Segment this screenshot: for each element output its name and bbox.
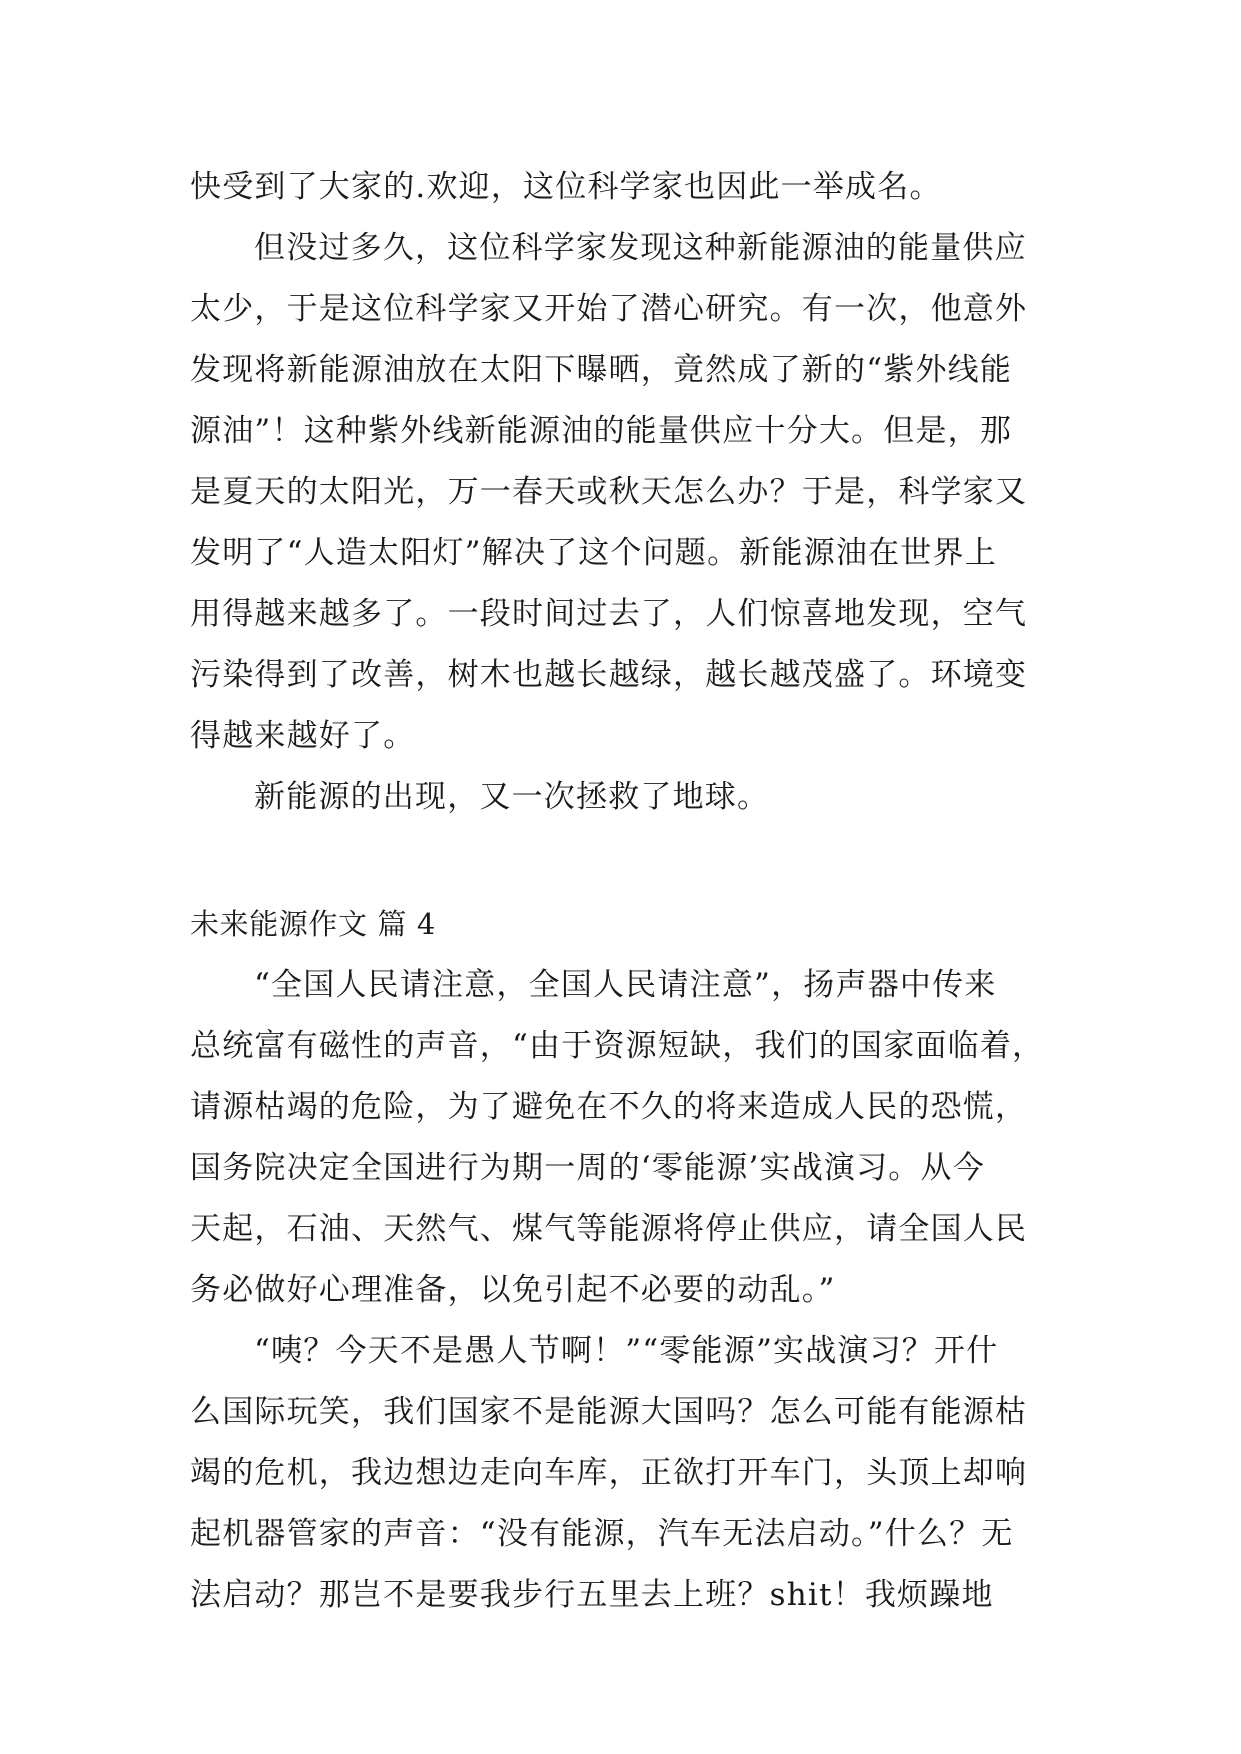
- paragraph-line: 发现将新能源油放在太阳下曝晒，竟然成了新的“紫外线能: [190, 352, 1013, 388]
- paragraph-line: 快受到了大家的.欢迎，这位科学家也因此一举成名。: [190, 169, 942, 205]
- paragraph-line: 用得越来越多了。一段时间过去了，人们惊喜地发现，空气: [190, 596, 1028, 632]
- paragraph-line: 竭的危机，我边想边走向车库，正欲打开车门，头顶上却响: [190, 1455, 1028, 1491]
- paragraph-line: 发明了“人造太阳灯”解决了这个问题。新能源油在世界上: [190, 535, 997, 571]
- paragraph-line: 太少，于是这位科学家又开始了潜心研究。有一次，他意外: [190, 291, 1028, 327]
- paragraph-line: 但没过多久，这位科学家发现这种新能源油的能量供应: [254, 230, 1027, 266]
- paragraph-line: 国务院决定全国进行为期一周的‘零能源’实战演习。从今: [190, 1150, 985, 1186]
- paragraph-line: 务必做好心理准备，以免引起不必要的动乱。”: [190, 1272, 836, 1308]
- document-body: [190, 157, 1050, 1626]
- paragraph-line: “咦？今天不是愚人节啊！”“零能源”实战演习？开什: [254, 1333, 999, 1369]
- section-spacer: [190, 828, 1050, 894]
- paragraph-line: 请源枯竭的危险，为了避免在不久的将来造成人民的恐慌，: [190, 1089, 1028, 1125]
- paragraph-line: 么国际玩笑，我们国家不是能源大国吗？怎么可能有能源枯: [190, 1394, 1028, 1430]
- paragraph-line: 总统富有磁性的声音，“由于资源短缺，我们的国家面临着，: [190, 1028, 1045, 1064]
- paragraph-line: 污染得到了改善，树木也越长越绿，越长越茂盛了。环境变: [190, 657, 1028, 693]
- paragraph-line: 新能源的出现，又一次拯救了地球。: [254, 779, 770, 815]
- paragraph-line: 法启动？那岂不是要我步行五里去上班？shit！我烦躁地: [190, 1577, 994, 1613]
- paragraph-line: 是夏天的太阳光，万一春天或秋天怎么办？于是，科学家又: [190, 474, 1028, 510]
- paragraph-line: 源油”！这种紫外线新能源油的能量供应十分大。但是，那: [190, 413, 1013, 449]
- paragraph-line: 天起，石油、天然气、煤气等能源将停止供应，请全国人民: [190, 1211, 1028, 1247]
- section-heading: 未来能源作文 篇 4: [190, 907, 436, 941]
- paragraph-line: 得越来越好了。: [190, 718, 416, 754]
- paragraph-line: “全国人民请注意，全国人民请注意”，扬声器中传来: [254, 967, 997, 1003]
- paragraph-line: 起机器管家的声音：“没有能源，汽车无法启动。”什么？无: [190, 1516, 1014, 1552]
